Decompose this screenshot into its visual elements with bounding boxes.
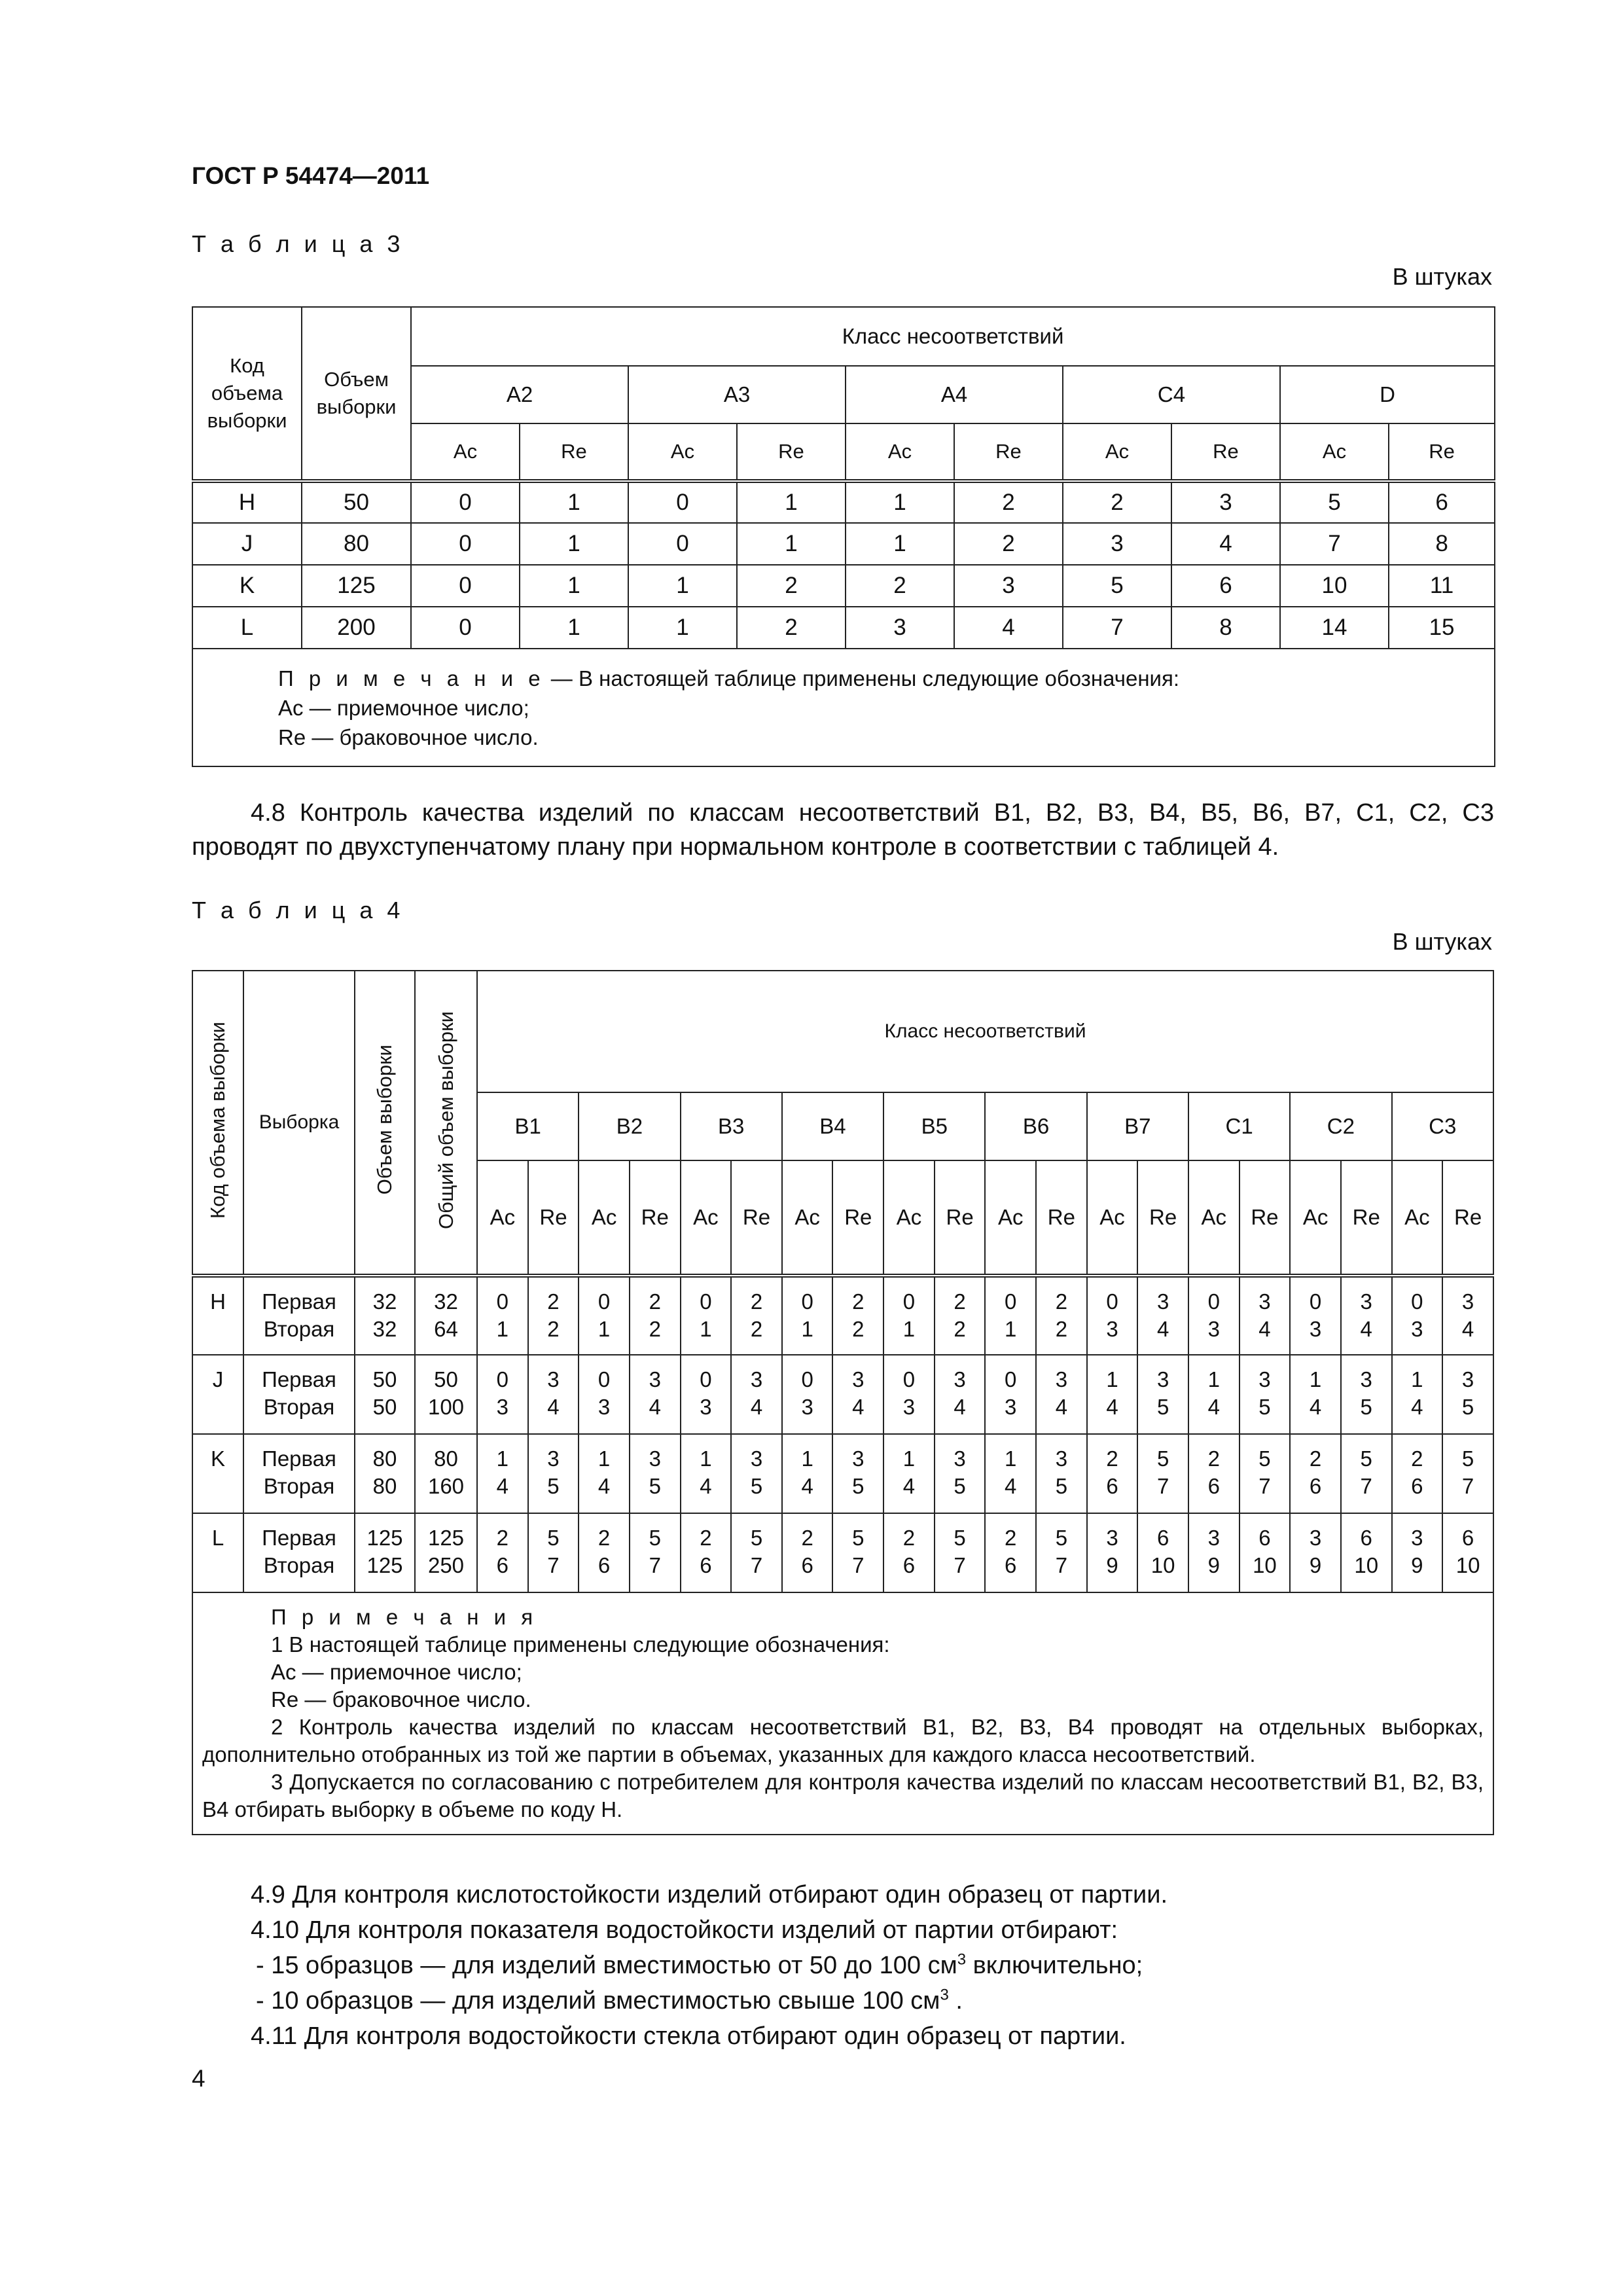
value-cell: 3 <box>1063 523 1171 565</box>
value-cell: 6 <box>1171 565 1280 607</box>
value-cell: 2 <box>737 565 846 607</box>
value-cell: 5 7 <box>935 1513 986 1592</box>
re-header: Re <box>832 1160 883 1276</box>
ac-header: Ac <box>628 423 737 481</box>
ac-header: Ac <box>782 1160 833 1276</box>
re-header: Re <box>1240 1160 1291 1276</box>
ac-header: Ac <box>1087 1160 1138 1276</box>
paragraph-4-8-line2: проводят по двухступенчатому плану при нормальном контроле в соответствии с таблицей 4. <box>192 833 1279 861</box>
value-cell: 1 <box>628 565 737 607</box>
value-cell: 5 7 <box>1240 1434 1291 1513</box>
re-header: Re <box>731 1160 782 1276</box>
value-cell: 0 3 <box>579 1355 630 1434</box>
value-cell: 1 4 <box>1290 1355 1341 1434</box>
value-cell: 3 5 <box>1442 1355 1493 1434</box>
table4-note3: 3 Допускается по согласованию с потребителем для контроля качества изделий по классам несоответствий B1, B2, B3, B4 отбирать выборку в объеме по коду H. <box>202 1770 1484 1821</box>
value-cell: 5 <box>1280 481 1389 523</box>
value-cell: 2 2 <box>528 1276 579 1355</box>
re-header: Re <box>935 1160 986 1276</box>
value-cell: 1 <box>737 481 846 523</box>
table4-col-code-header: Код объема выборки <box>192 971 243 1276</box>
table4-notes-title: П р и м е ч а н и я <box>271 1605 538 1629</box>
value-cell: 2 6 <box>1290 1434 1341 1513</box>
class-header-c3: C3 <box>1392 1092 1493 1160</box>
value-cell: 8 <box>1171 607 1280 649</box>
sample-stage-cell: Первая Вторая <box>243 1434 355 1513</box>
value-cell: 0 3 <box>1392 1276 1443 1355</box>
table-row <box>192 1434 1493 1513</box>
sample-code-cell: L <box>192 607 302 649</box>
value-cell: 1 4 <box>985 1434 1036 1513</box>
sample-code-cell: L <box>192 1513 243 1592</box>
value-cell: 3 4 <box>630 1355 681 1434</box>
value-cell: 3 4 <box>935 1355 986 1434</box>
re-header: Re <box>520 423 628 481</box>
table3-col-size-header: Объем выборки <box>302 307 411 481</box>
value-cell: 3 5 <box>528 1434 579 1513</box>
value-cell: 0 3 <box>985 1355 1036 1434</box>
table4-units: В штуках <box>1392 928 1492 955</box>
value-cell: 3 9 <box>1290 1513 1341 1592</box>
value-cell: 1 4 <box>1188 1355 1240 1434</box>
table3-class-header: Класс несоответствий <box>411 307 1495 366</box>
table3-note-label: П р и м е ч а н и е <box>278 666 545 691</box>
table-row <box>192 481 1495 523</box>
value-cell: 3 9 <box>1087 1513 1138 1592</box>
value-cell: 3 5 <box>1341 1355 1392 1434</box>
ac-header: Ac <box>985 1160 1036 1276</box>
re-header: Re <box>1171 423 1280 481</box>
value-cell: 6 10 <box>1341 1513 1392 1592</box>
value-cell: 1 <box>520 481 628 523</box>
value-cell: 1 4 <box>1392 1355 1443 1434</box>
value-cell: 5 7 <box>1341 1434 1392 1513</box>
class-header-c4: C4 <box>1063 366 1280 423</box>
value-cell: 5 7 <box>1137 1434 1188 1513</box>
value-cell: 1 4 <box>883 1434 935 1513</box>
value-cell: 1 <box>520 565 628 607</box>
value-cell: 3 <box>846 607 954 649</box>
value-cell: 2 6 <box>1087 1434 1138 1513</box>
value-cell: 2 2 <box>630 1276 681 1355</box>
sample-code-cell: J <box>192 1355 243 1434</box>
value-cell: 0 3 <box>1290 1276 1341 1355</box>
table3-note <box>192 649 1495 766</box>
value-cell: 2 6 <box>1188 1434 1240 1513</box>
value-cell: 1 <box>846 481 954 523</box>
table-row <box>192 1513 1493 1592</box>
table4-note1: 1 В настоящей таблице применены следующие обозначения: <box>271 1632 890 1657</box>
paragraphs-4-9-to-4-11 <box>192 1877 1494 2054</box>
table3-note-text: — В настоящей таблице применены следующие обозначения: <box>544 666 1180 691</box>
paragraph-4-11: 4.11 Для контроля водостойкости стекла отбирают один образец от партии. <box>251 2022 1126 2050</box>
sample-size-cell: 200 <box>302 607 411 649</box>
value-cell: 3 4 <box>1137 1276 1188 1355</box>
total-size-cell: 125 250 <box>415 1513 477 1592</box>
re-header: Re <box>528 1160 579 1276</box>
paragraph-4-9: 4.9 Для контроля кислотостойкости изделий отбирают один образец от партии. <box>251 1881 1168 1909</box>
paragraph-4-8-line1: 4.8 Контроль качества изделий по классам несоответствий B1, B2, B3, B4, B5, B6, B7, C1, C2, C3 <box>251 799 1494 827</box>
value-cell: 3 5 <box>832 1434 883 1513</box>
value-cell: 1 <box>520 607 628 649</box>
page-number: 4 <box>192 2065 205 2092</box>
value-cell: 2 2 <box>935 1276 986 1355</box>
table3 <box>192 306 1495 767</box>
value-cell: 3 4 <box>1442 1276 1493 1355</box>
value-cell: 1 4 <box>681 1434 732 1513</box>
value-cell: 4 <box>954 607 1063 649</box>
table4-class-header: Класс несоответствий <box>477 971 1493 1092</box>
value-cell: 5 7 <box>630 1513 681 1592</box>
value-cell: 3 5 <box>1036 1434 1087 1513</box>
class-header-c2: C2 <box>1290 1092 1391 1160</box>
class-header-c1: C1 <box>1188 1092 1290 1160</box>
paragraph-4-8 <box>192 796 1494 864</box>
sample-size-cell: 80 80 <box>355 1434 415 1513</box>
list-item-15-samples: - 15 образцов — для изделий вместимостью от 50 до 100 $см^3$ включительно; <box>256 1950 1143 1979</box>
ac-header: Ac <box>883 1160 935 1276</box>
sample-size-cell: 80 <box>302 523 411 565</box>
value-cell: 0 3 <box>1188 1276 1240 1355</box>
value-cell: 0 1 <box>985 1276 1036 1355</box>
value-cell: 0 3 <box>681 1355 732 1434</box>
value-cell: 3 5 <box>731 1434 782 1513</box>
value-cell: 3 5 <box>630 1434 681 1513</box>
class-header-b1: B1 <box>477 1092 579 1160</box>
value-cell: 0 3 <box>782 1355 833 1434</box>
sample-size-cell: 50 50 <box>355 1355 415 1434</box>
value-cell: 0 <box>411 607 520 649</box>
table3-note-ac: Ac — приемочное число; <box>278 695 529 720</box>
value-cell: 0 <box>411 481 520 523</box>
value-cell: 2 2 <box>1036 1276 1087 1355</box>
value-cell: 0 1 <box>782 1276 833 1355</box>
class-header-b6: B6 <box>985 1092 1086 1160</box>
value-cell: 0 1 <box>477 1276 528 1355</box>
value-cell: 0 <box>411 565 520 607</box>
table4-note1-ac: Ac — приемочное число; <box>271 1660 522 1684</box>
value-cell: 3 4 <box>731 1355 782 1434</box>
value-cell: 5 7 <box>832 1513 883 1592</box>
value-cell: 0 <box>411 523 520 565</box>
class-header-b7: B7 <box>1087 1092 1188 1160</box>
value-cell: 0 3 <box>477 1355 528 1434</box>
value-cell: 2 6 <box>985 1513 1036 1592</box>
value-cell: 2 6 <box>883 1513 935 1592</box>
document-header: ГОСТ Р 54474—2011 <box>192 162 430 189</box>
re-header: Re <box>1137 1160 1188 1276</box>
class-header-b2: B2 <box>579 1092 680 1160</box>
re-header: Re <box>954 423 1063 481</box>
value-cell: 1 <box>520 523 628 565</box>
re-header: Re <box>1036 1160 1087 1276</box>
value-cell: 6 10 <box>1240 1513 1291 1592</box>
table3-note-re: Re — браковочное число. <box>278 725 539 749</box>
value-cell: 3 5 <box>1137 1355 1188 1434</box>
value-cell: 0 1 <box>883 1276 935 1355</box>
class-header-a4: A4 <box>846 366 1063 423</box>
table-row <box>192 565 1495 607</box>
value-cell: 1 4 <box>477 1434 528 1513</box>
table4-col-size-header: Объем выборки <box>355 971 415 1276</box>
total-size-cell: 50 100 <box>415 1355 477 1434</box>
ac-header: Ac <box>1280 423 1389 481</box>
value-cell: 2 2 <box>731 1276 782 1355</box>
ac-header: Ac <box>1290 1160 1341 1276</box>
value-cell: 6 10 <box>1442 1513 1493 1592</box>
re-header: Re <box>1389 423 1495 481</box>
table3-caption: Т а б л и ц а 3 <box>192 230 404 257</box>
ac-header: Ac <box>1392 1160 1443 1276</box>
class-header-d: D <box>1280 366 1495 423</box>
table3-units: В штуках <box>1392 263 1492 290</box>
table4-note2: 2 Контроль качества изделий по классам несоответствий B1, B2, B3, B4 проводят на отдельных выборках, дополнительно отобранных из той же партии в объемах, указанных для каждого класса несоответствий. <box>202 1715 1484 1767</box>
value-cell: 2 2 <box>832 1276 883 1355</box>
value-cell: 3 4 <box>1240 1276 1291 1355</box>
value-cell: 15 <box>1389 607 1495 649</box>
sample-size-cell: 125 <box>302 565 411 607</box>
value-cell: 1 <box>846 523 954 565</box>
re-header: Re <box>630 1160 681 1276</box>
ac-header: Ac <box>1188 1160 1240 1276</box>
value-cell: 10 <box>1280 565 1389 607</box>
value-cell: 8 <box>1389 523 1495 565</box>
table-row <box>192 1276 1493 1355</box>
table4-col-sample-header: Выборка <box>243 971 355 1276</box>
ac-header: Ac <box>681 1160 732 1276</box>
value-cell: 5 7 <box>731 1513 782 1592</box>
value-cell: 5 7 <box>1442 1434 1493 1513</box>
table4 <box>192 970 1494 1835</box>
table4-caption: Т а б л и ц а 4 <box>192 897 404 924</box>
value-cell: 0 <box>628 481 737 523</box>
value-cell: 0 3 <box>1087 1276 1138 1355</box>
value-cell: 6 10 <box>1137 1513 1188 1592</box>
ac-header: Ac <box>579 1160 630 1276</box>
table4-notes <box>192 1592 1493 1835</box>
ac-header: Ac <box>411 423 520 481</box>
re-header: Re <box>1442 1160 1493 1276</box>
class-header-b3: B3 <box>681 1092 782 1160</box>
value-cell: 2 <box>846 565 954 607</box>
sample-code-cell: J <box>192 523 302 565</box>
sample-stage-cell: Первая Вторая <box>243 1276 355 1355</box>
re-header: Re <box>1341 1160 1392 1276</box>
value-cell: 11 <box>1389 565 1495 607</box>
value-cell: 2 6 <box>477 1513 528 1592</box>
re-header: Re <box>737 423 846 481</box>
value-cell: 0 <box>628 523 737 565</box>
value-cell: 1 4 <box>782 1434 833 1513</box>
value-cell: 1 4 <box>579 1434 630 1513</box>
value-cell: 0 1 <box>579 1276 630 1355</box>
total-size-cell: 32 64 <box>415 1276 477 1355</box>
ac-header: Ac <box>1063 423 1171 481</box>
table-row <box>192 523 1495 565</box>
ac-header: Ac <box>846 423 954 481</box>
value-cell: 3 5 <box>1240 1355 1291 1434</box>
value-cell: 5 7 <box>528 1513 579 1592</box>
paragraph-4-10: 4.10 Для контроля показателя водостойкости изделий от партии отбирают: <box>251 1916 1118 1944</box>
sample-code-cell: K <box>192 565 302 607</box>
value-cell: 1 <box>737 523 846 565</box>
table-row <box>192 1355 1493 1434</box>
value-cell: 2 <box>954 481 1063 523</box>
value-cell: 7 <box>1063 607 1171 649</box>
value-cell: 2 <box>737 607 846 649</box>
value-cell: 2 6 <box>579 1513 630 1592</box>
value-cell: 2 6 <box>681 1513 732 1592</box>
sample-code-cell: H <box>192 1276 243 1355</box>
value-cell: 14 <box>1280 607 1389 649</box>
value-cell: 3 4 <box>1036 1355 1087 1434</box>
value-cell: 3 5 <box>935 1434 986 1513</box>
total-size-cell: 80 160 <box>415 1434 477 1513</box>
value-cell: 5 <box>1063 565 1171 607</box>
table3-col-code-header: Код объема выборки <box>192 307 302 481</box>
class-header-b5: B5 <box>883 1092 985 1160</box>
value-cell: 3 <box>1171 481 1280 523</box>
class-header-a2: A2 <box>411 366 628 423</box>
class-header-a3: A3 <box>628 366 846 423</box>
table4-note1-re: Re — браковочное число. <box>271 1687 531 1712</box>
value-cell: 6 <box>1389 481 1495 523</box>
value-cell: 4 <box>1171 523 1280 565</box>
value-cell: 2 6 <box>782 1513 833 1592</box>
value-cell: 5 7 <box>1036 1513 1087 1592</box>
ac-header: Ac <box>477 1160 528 1276</box>
value-cell: 2 <box>1063 481 1171 523</box>
sample-stage-cell: Первая Вторая <box>243 1355 355 1434</box>
value-cell: 3 4 <box>528 1355 579 1434</box>
table-row <box>192 607 1495 649</box>
value-cell: 3 4 <box>832 1355 883 1434</box>
class-header-b4: B4 <box>782 1092 883 1160</box>
value-cell: 3 4 <box>1341 1276 1392 1355</box>
sample-size-cell: 50 <box>302 481 411 523</box>
value-cell: 1 4 <box>1087 1355 1138 1434</box>
sample-code-cell: H <box>192 481 302 523</box>
sample-size-cell: 32 32 <box>355 1276 415 1355</box>
list-item-10-samples: - 10 образцов — для изделий вместимостью свыше 100 $см^3$ . <box>256 1986 963 2015</box>
value-cell: 2 6 <box>1392 1434 1443 1513</box>
value-cell: 0 1 <box>681 1276 732 1355</box>
value-cell: 7 <box>1280 523 1389 565</box>
sample-stage-cell: Первая Вторая <box>243 1513 355 1592</box>
value-cell: 0 3 <box>883 1355 935 1434</box>
value-cell: 2 <box>954 523 1063 565</box>
value-cell: 3 9 <box>1392 1513 1443 1592</box>
sample-code-cell: K <box>192 1434 243 1513</box>
table4-col-total-header: Общий объем выборки <box>415 971 477 1276</box>
value-cell: 1 <box>628 607 737 649</box>
value-cell: 3 <box>954 565 1063 607</box>
value-cell: 3 9 <box>1188 1513 1240 1592</box>
sample-size-cell: 125 125 <box>355 1513 415 1592</box>
